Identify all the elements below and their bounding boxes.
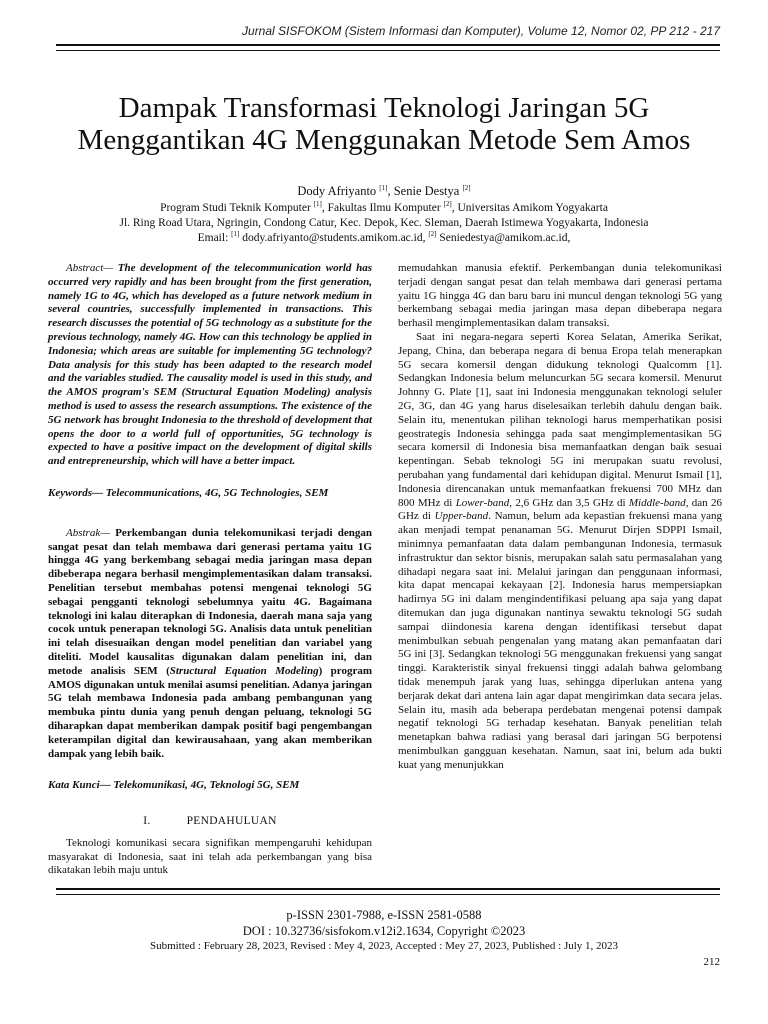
para2-upper-band: Upper-band xyxy=(434,510,489,523)
para2-middle-band: Middle-band xyxy=(628,496,686,509)
abstract-en-lead: Abstract— xyxy=(66,262,114,274)
para2-text-c: , dan 26 GHz di xyxy=(398,496,722,523)
header-rule xyxy=(56,44,720,51)
abstract-id-italic: Structural Equation Modeling xyxy=(169,664,319,677)
affiliation-faculty: , Fakultas Ilmu Komputer xyxy=(321,202,441,214)
affiliation-ref-2: [2] xyxy=(443,200,452,209)
affiliation-address: Jl. Ring Road Utara, Ngringin, Condong Catur, Kec. Depok, Kec. Sleman, Daerah Istimewa Yogyakarta, Indonesia xyxy=(119,217,649,229)
title-line-1: Dampak Transformasi Teknologi Jaringan 5G xyxy=(118,92,650,124)
footer-issn: p-ISSN 2301-7988, e-ISSN 2581-0588 xyxy=(286,908,482,922)
abstract-indonesian xyxy=(48,527,372,762)
page-number: 212 xyxy=(703,956,720,968)
abstract-id-text-1: Perkembangan dunia telekomunikasi terjadi dengan sangat pesat dan telah membawa dari generasi pertama yaitu 1G hingga 4G yang berkembang sebagai media jaringan masa depan dibeberapa negara berhasil mengimplementasikan dalam transaksi. Penelitian tersebut membahas potensi mengenai teknologi 5G sebagai pengganti teknologi sebelumnya yaitu 4G. Bagaimana teknologi ini kalau diterapkan di Indonesia, daerah mana saja yang cocok untuk penerapan teknologi 5G. Analisis data untuk penelitian ini telah disesuaikan dengan model penelitian dan variabel yang diteliti. Model kausalitas digunakan dalam penelitian ini, dan metode analisis SEM ( xyxy=(48,526,372,677)
footer-submission-dates: Submitted : February 28, 2023, Revised : Mey 4, 2023, Accepted : Mey 27, 2023, Published : July 1, 2023 xyxy=(149,940,619,952)
affiliation-ref-1: [1] xyxy=(313,200,322,209)
affiliation-program: Program Studi Teknik Komputer xyxy=(160,202,311,214)
author-1-ref: [1] xyxy=(379,183,388,192)
journal-running-header: Jurnal SISFOKOM (Sistem Informasi dan Komputer), Volume 12, Nomor 02, PP 212 - 217 xyxy=(242,24,720,38)
author-2: Senie Destya xyxy=(393,184,460,198)
right-column xyxy=(398,262,722,772)
authors xyxy=(40,183,728,199)
author-2-ref: [2] xyxy=(462,183,471,192)
section-heading-1 xyxy=(48,815,372,829)
email-ref-2: [2] xyxy=(428,230,437,239)
intro-paragraph-right-1: memudahkan manusia efektif. Perkembangan dunia telekomunikasi terjadi dengan sangat pesat dan telah membawa dari generasi pertama yaitu 1G hingga 4G dan baru baru ini muncul dengan teknologi 5G yang berkembang sebagai media jaringan masa depan dibeberapa negara berhasil mengimplementasikan dalam transaksi. xyxy=(398,262,722,330)
footer-doi: DOI : 10.32736/sisfokom.v12i2.1634, Copyright ©2023 xyxy=(242,924,526,938)
para2-text-b: , 2,6 GHz dan 3,5 GHz di xyxy=(509,496,629,509)
abstract-english xyxy=(48,262,372,469)
affiliation-email xyxy=(40,231,728,246)
left-column xyxy=(48,262,372,878)
intro-paragraph-left: Teknologi komunikasi secara signifikan mempengaruhi kehidupan masyarakat di Indonesia, saat ini telah ada perkembangan yang bisa dikatakan lebih maju untuk xyxy=(48,836,372,877)
para2-text-a: Saat ini negara-negara seperti Korea Selatan, Amerika Serikat, Jepang, China, dan beberapa negara di benua Eropa telah menerapkan 5G secara komersil dengan didukung teknologi Qualcomm [1]. Sedangkan Indonesia belum meluncurkan 5G secara komersil. Menurut Johnny G. Plate [1], saat ini Indonesia menggunakan teknologi seluler 2G, 3G, dan 4G yang harus diselesaikan terlebih dahulu dengan baik. Selain itu, menentukan pilihan teknologi harus memperhatikan posisi geostrategis Indonesia sehingga pada saat mengimplementasikan 5G secara komersil di Indonesia bisa memanfaatkan dengan baik sesuai kepentingan. Sebab teknologi 5G ini merupakan suatu revolusi, perubahan yang fundamental dari kehidupan digital. Menurut Ismail [1], Indonesia direncanakan untuk memanfaatkan frekuensi 700 MHz dan 800 MHz di xyxy=(398,330,722,509)
affiliation xyxy=(40,201,728,246)
email-1: dody.afriyanto@students.amikom.ac.id, xyxy=(239,232,429,244)
section-title: PENDAHULUAN xyxy=(186,815,277,828)
para2-text-d: . Namun, belum ada kepastian frekuensi mana yang akan menjadi tempat penanaman 5G. Menurut Dirjen SDPPI Ismail, minimnya pemanfaatan data dalam pembangunan Indonesia, termasuk infrastruktur dan sektor bisnis, merupakan salah satu permasalahan yang dihadapi negara saat ini. Melalui jaringan dan penggunaan informasi, kita dapat mencapai kekayaan [2]. Indonesia harus mempersiapkan hadirnya 5G ini dalam mengindentifikasi peluang apa saja yang dapat ditemukan dan juga digunakan nantinya sewaktu teknologi 5G sudah sampai diindonesia karena dengan identifikasi tersebut dapat menimbulkan sebuah pengenalan yang matang akan pemanfaatan dari 5G ini [3]. Sedangkan teknologi 5G menggunakan frekuensi yang sangat tinggi. Karakteristik sinyal frekuensi tinggi adalah bahwa gelombang tidak menempuh jarak yang luas, sehingga diperlukan antena yang berjarak dekat dari antena lain agar dapat mengirimkan data secara jelas. Selain itu, masih ada beberapa perdebatan mengenai potensi dampak negatif teknologi 5G terhadap kesehatan. Banyak penelitian telah menetapkan bahwa radiasi yang berasal dari jaringan 5G berpotensi menimbulkan gangguan kesehatan. Namun, saat ini, belum ada bukti kuat yang menunjukkan xyxy=(398,510,723,771)
keywords-english: Keywords— Telecommunications, 4G, 5G Technologies, SEM xyxy=(48,486,329,499)
abstract-id-text-2: ) program AMOS digunakan untuk menilai asumsi penelitian. Adanya jaringan 5G telah membawa Indonesia pada ambang pembangunan yang membuka pintu dunia yang penuh dengan peluang, teknologi 5G diharapkan dapat memberikan dampak positif bagi pengembangan keterampilan digital dan kewirausahaan, yang akan memberikan dampak yang lebih baik. xyxy=(48,664,372,760)
footer-rule xyxy=(56,888,720,895)
author-1: Dody Afriyanto xyxy=(297,184,377,198)
intro-paragraph-right-2 xyxy=(398,331,722,773)
affiliation-university: , Universitas Amikom Yogyakarta xyxy=(451,202,608,214)
affiliation-line-1 xyxy=(40,201,728,216)
abstract-id-lead: Abstrak— xyxy=(66,526,110,539)
author-separator: , xyxy=(387,184,394,198)
email-ref-1: [1] xyxy=(231,230,240,239)
email-2: Seniedestya@amikom.ac.id, xyxy=(436,232,571,244)
keywords-indonesian: Kata Kunci— Telekomunikasi, 4G, Teknologi 5G, SEM xyxy=(48,779,300,792)
section-number: I. xyxy=(143,815,151,828)
paper-title xyxy=(40,92,728,156)
abstract-en-text: The development of the telecommunication world has occurred very rapidly and has been brought from the first generation, namely 1G to 4G, which has developed as a future network medium in several countries, successfully implemented in transactions. This research discusses the potential of 5G technology as a substitute for the previous technology, namely 4G. How can this technology be applied in Indonesia; which areas are suitable for implementing 5G technology? Data analysis for this study has been adapted to the research model and the variables studied. The causality model is used in this study, and the AMOS program's SEM (Structural Equation Modeling) analysis method is used to assess the research assumptions. The existence of the 5G network has brought Indonesia to the threshold of development that opens the door to a world full of opportunities, 5G technology is expected to have a positive impact on the development of digital skills and entrepreneurship, which will have a better impact. xyxy=(48,262,372,468)
email-label: Email: xyxy=(197,232,232,244)
para2-lower-band: Lower-band xyxy=(455,496,510,509)
title-line-2: Menggantikan 4G Menggunakan Metode Sem Amos xyxy=(77,124,691,156)
